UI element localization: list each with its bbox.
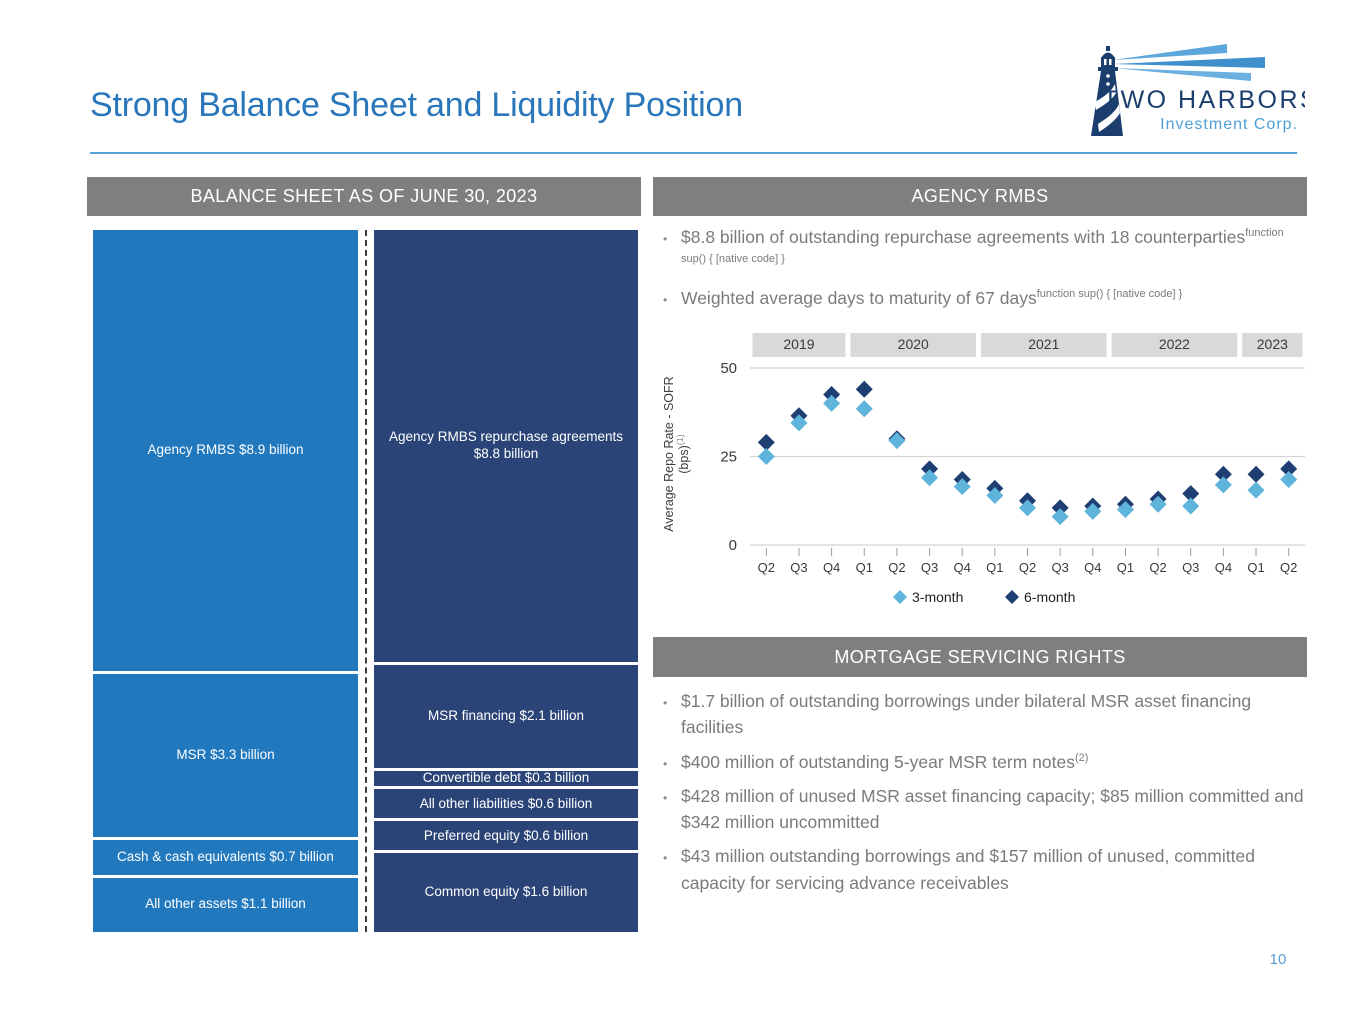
svg-text:2019: 2019	[783, 336, 815, 352]
two-harbors-logo-graphic	[1065, 40, 1305, 142]
year-bands	[753, 333, 1303, 357]
agency-rmbs-bullets	[658, 224, 1302, 319]
page-number: 10	[1269, 951, 1287, 968]
svg-text:Q2: Q2	[1018, 560, 1037, 575]
bullet-item: • $43 million outstanding borrowings and $157 million of unused, committed capacity for servicing advance receivables	[658, 843, 1306, 896]
bar-segment: Convertible debt $0.3 billion	[374, 771, 638, 786]
bullet-item: • $400 million of outstanding 5-year MSR term notes$^{(2)}$	[658, 749, 1306, 775]
msr-bullets	[658, 688, 1306, 904]
page-title: Strong Balance Sheet and Liquidity Position	[90, 86, 743, 124]
bar-segment: MSR financing $2.1 billion	[374, 665, 638, 768]
balance-sheet-header: BALANCE SHEET AS OF JUNE 30, 2023	[87, 177, 641, 216]
bar-segment: All other liabilities $0.6 billion	[374, 789, 638, 818]
bar-segment: Cash & cash equivalents $0.7 billion	[93, 840, 358, 875]
bullet-item: • $8.8 billion of outstanding repurchase agreements with 18 counterparties$^{function sup() \{ [native code] \}}$	[658, 224, 1302, 277]
svg-text:2022: 2022	[1158, 336, 1190, 352]
svg-text:Average Repo Rate - SOFR: Average Repo Rate - SOFR	[662, 376, 676, 532]
bar-segment: MSR $3.3 billion	[93, 674, 358, 837]
svg-text:Q2: Q2	[1149, 560, 1167, 575]
svg-text:0: 0	[728, 537, 737, 554]
bar-segment: All other assets $1.1 billion	[93, 878, 358, 932]
svg-text:Q3: Q3	[790, 560, 808, 575]
liabilities-equity-bar	[374, 230, 638, 932]
svg-text:6-month: 6-month	[1024, 589, 1076, 605]
svg-text:Q2: Q2	[888, 560, 906, 575]
svg-text:Q4: Q4	[1084, 560, 1102, 575]
msr-header: MORTGAGE SERVICING RIGHTS	[653, 637, 1307, 677]
logo-wordmark: TWO HARBORS	[1102, 86, 1305, 114]
svg-text:25: 25	[720, 448, 737, 466]
svg-text:Q4: Q4	[953, 560, 971, 575]
svg-text:Q1: Q1	[1247, 560, 1265, 575]
svg-text:Q3: Q3	[920, 560, 939, 575]
assets-bar	[93, 230, 358, 932]
lighthouse-beams-icon	[1113, 44, 1265, 81]
agency-rmbs-header: AGENCY RMBS	[653, 177, 1307, 216]
bullet-item: • $428 million of unused MSR asset financing capacity; $85 million committed and $342 million uncommitted	[658, 783, 1306, 836]
title-divider	[90, 152, 1297, 154]
bullet-item: • Weighted average days to maturity of 67 days$^{function sup() \{ [native code] \}}$	[658, 285, 1302, 311]
svg-text:Q1: Q1	[855, 560, 873, 575]
balance-sheet-chart	[93, 230, 638, 932]
svg-text:Q1: Q1	[1116, 560, 1135, 575]
chart-y-axis-label	[662, 376, 691, 531]
svg-text:Q3: Q3	[1051, 560, 1069, 575]
svg-text:50: 50	[720, 360, 737, 377]
bar-segment: Agency RMBS repurchase agreements $8.8 billion	[374, 230, 638, 662]
series-6-month	[758, 381, 1297, 517]
svg-text:3-month: 3-month	[912, 589, 964, 605]
bar-segment: Common equity $1.6 billion	[374, 853, 638, 932]
logo-subtitle: Investment Corp.	[1160, 116, 1298, 133]
x-axis	[758, 548, 1298, 575]
bullet-item: • $1.7 billion of outstanding borrowings under bilateral MSR asset financing facilities	[658, 688, 1306, 741]
svg-text:2023: 2023	[1256, 336, 1288, 352]
repo-rate-chart	[653, 326, 1307, 620]
series-3-month	[758, 395, 1297, 525]
assets-liabilities-divider	[358, 230, 374, 932]
svg-text:2021: 2021	[1028, 336, 1060, 352]
svg-text:Q2: Q2	[1280, 560, 1298, 575]
svg-text:Q1: Q1	[986, 560, 1004, 575]
chart-legend	[893, 589, 1075, 605]
svg-text:(bps)(1): (bps)$^{(1)}$	[675, 434, 691, 474]
svg-text:2020: 2020	[897, 336, 929, 352]
svg-text:Q4: Q4	[1214, 560, 1233, 575]
svg-text:Q2: Q2	[757, 560, 775, 575]
svg-text:Q4: Q4	[822, 560, 841, 575]
grid-lines	[720, 360, 1305, 554]
company-logo	[1065, 40, 1305, 142]
bar-segment: Agency RMBS $8.9 billion	[93, 230, 358, 671]
svg-text:Q3: Q3	[1182, 560, 1200, 575]
bar-segment: Preferred equity $0.6 billion	[374, 821, 638, 850]
